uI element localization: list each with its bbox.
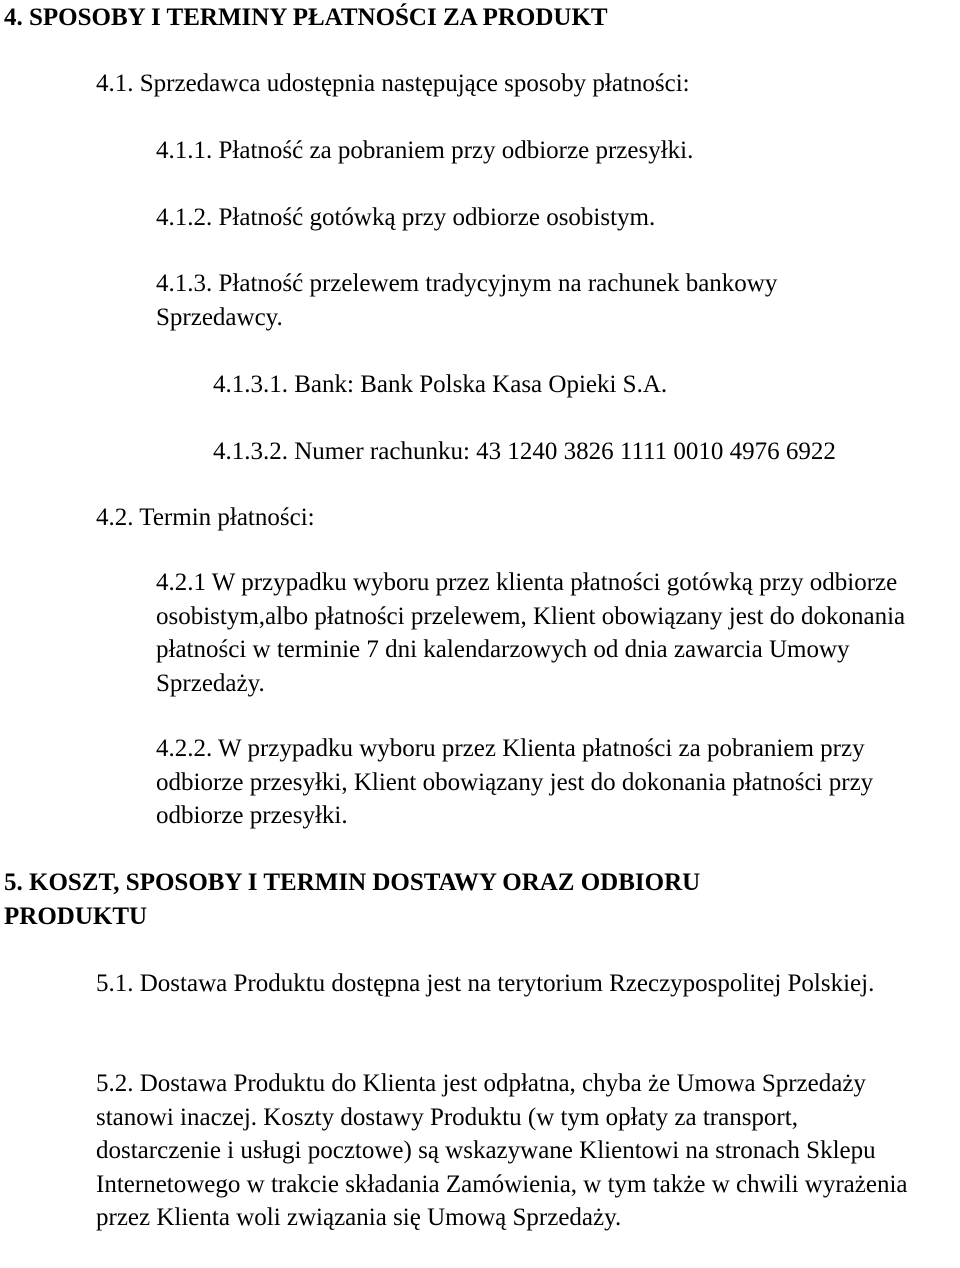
section-5-heading-text: 5. KOSZT, SPOSOBY I TERMIN DOSTAWY ORAZ ODBIORU PRODUKTU	[4, 869, 701, 930]
clause-4-2: 4.2. Termin płatności:	[96, 504, 315, 531]
clause-5-1: 5.1. Dostawa Produktu dostępna jest na terytorium Rzeczypospolitej Polskiej.	[96, 970, 875, 997]
section-5-heading	[4, 866, 844, 933]
clause-4-1-1: 4.1.1. Płatność za pobraniem przy odbiorze przesyłki.	[156, 137, 694, 164]
clause-4-1-3-1: 4.1.3.1. Bank: Bank Polska Kasa Opieki S.A.	[213, 371, 668, 398]
section-4-heading: 4. SPOSOBY I TERMINY PŁATNOŚCI ZA PRODUKT	[4, 4, 608, 31]
clause-4-2-1: 4.2.1 W przypadku wyboru przez klienta płatności gotówką przy odbiorze osobistym,albo płatności przelewem, Klient obowiązany jest do dokonania płatności w terminie 7 dni kalendarzowych od dnia zawarcia Umowy Sprzedaży.	[156, 569, 906, 697]
clause-4-1-2: 4.1.2. Płatność gotówką przy odbiorze osobistym.	[156, 204, 656, 231]
clause-4-2-2: 4.2.2. W przypadku wyboru przez Klienta płatności za pobraniem przy odbiorze przesyłki, Klient obowiązany jest do dokonania płatności przy odbiorze przesyłki.	[156, 735, 874, 829]
clause-4-1-3-2: 4.1.3.2. Numer rachunku: 43 1240 3826 1111 0010 4976 6922	[213, 438, 836, 465]
clause-4-1: 4.1. Sprzedawca udostępnia następujące sposoby płatności:	[96, 70, 690, 97]
clause-5-2: 5.2. Dostawa Produktu do Klienta jest odpłatna, chyba że Umowa Sprzedaży stanowi inaczej. Koszty dostawy Produktu (w tym opłaty za transport, dostarczenie i usługi pocztowe) są wskazywane Klientowi na stronach Sklepu Internetowego w trakcie składania Zamówienia, w tym także w chwili wyrażenia przez Klienta woli związania się Umową Sprzedaży.	[96, 1070, 908, 1231]
clause-4-1-3: 4.1.3. Płatność przelewem tradycyjnym na rachunek bankowy Sprzedawcy.	[156, 270, 778, 331]
